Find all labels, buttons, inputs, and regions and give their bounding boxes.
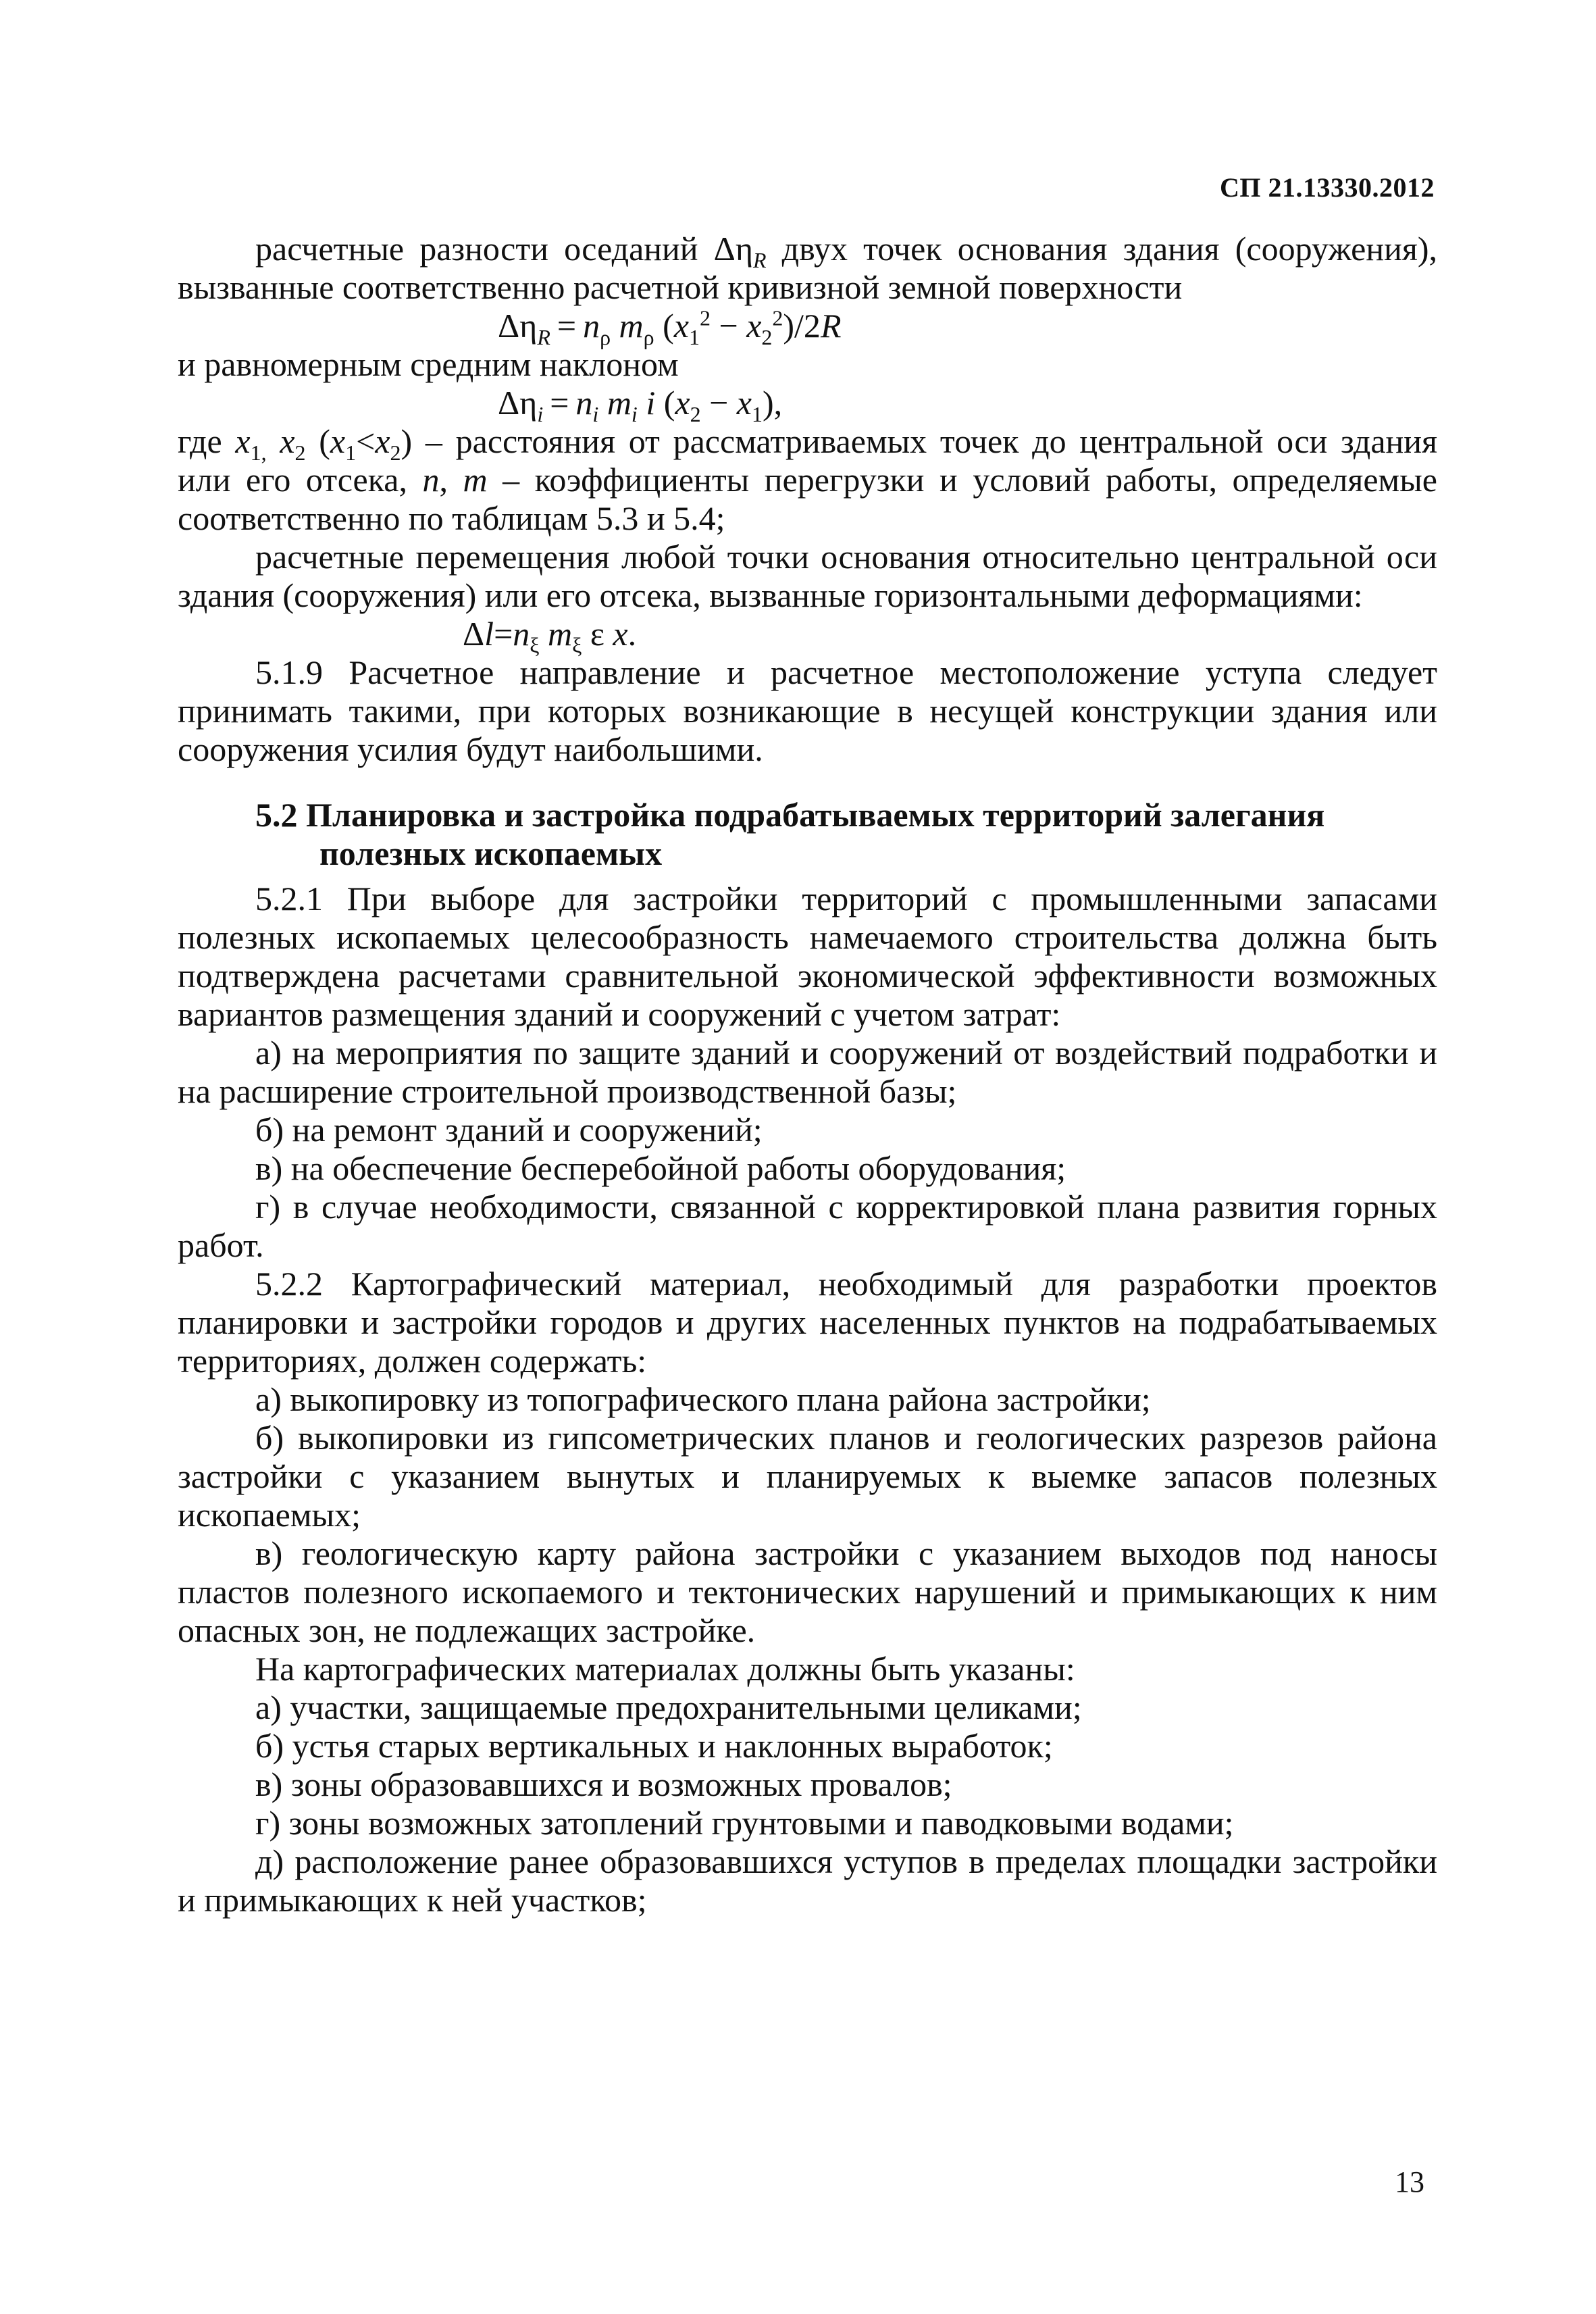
list-item-v: в) зоны образовавшихся и возможных провалов; <box>255 1765 952 1803</box>
paragraph-text: – расстояния от рассматриваемых точек до центральной оси здания или его отсека, <box>178 422 1438 499</box>
paragraph-5-1-9: 5.1.9 Расчетное направление и расчетное местоположение уступа следует принимать такими, при которых возникающие в несущей конструкции здания или сооружения усилия будут наибольшими. <box>178 653 1437 768</box>
list-item-b: б) на ремонт зданий и сооружений; <box>255 1111 763 1149</box>
heading-line-1: 5.2 Планировка и застройка подрабатываемых территорий залегания <box>255 796 1325 834</box>
document-body <box>178 230 1437 1919</box>
paragraph-settlement-differences <box>178 230 1437 307</box>
paragraph-5-2-1: 5.2.1 При выборе для застройки территорий с промышленными запасами полезных ископаемых целесообразность намечаемого строительства должна быть подтверждена расчетами сравнительной экономической эффективности возможных вариантов размещения зданий и сооружений с учетом затрат: <box>178 880 1437 1033</box>
inline-symbol: x <box>235 422 251 460</box>
list-item-a: а) выкопировку из топографического плана района застройки; <box>255 1380 1151 1418</box>
paragraph-where-definitions: где $x_{1,}$ $x_2$ $(x_1<x_2)$ – расстояния от рассматриваемых точек до центральной оси здания или его отсека, n, m – коэффициенты перегрузки и условий работы, определяемые соответственно по таблицам 5.3 и 5.4; <box>178 422 1438 537</box>
list-item-b: б) устья старых вертикальных и наклонных выработок; <box>255 1727 1053 1765</box>
list-item-v: в) геологическую карту района застройки с указанием выходов под наносы пластов полезного ископаемого и тектонических нарушений и примыкающих к ним опасных зон, не подлежащих застройке. <box>178 1534 1437 1649</box>
paragraph-5-2-2: 5.2.2 Картографический материал, необходимый для разработки проектов планировки и застройки городов и других населенных пунктов на подрабатываемых территориях, должен содержать: <box>178 1265 1437 1380</box>
page-number: 13 <box>1395 2165 1424 2198</box>
heading-line-2: полезных ископаемых <box>319 834 663 872</box>
paragraph-text: – коэффициенты перегрузки и условий работы, определяемые соответственно по таблицам 5.3 и 5.4; <box>178 461 1437 537</box>
list-item-g: г) зоны возможных затоплений грунтовыми и паводковыми водами; <box>255 1804 1234 1842</box>
list-item-a: а) на мероприятия по защите зданий и сооружений от воздействий подработки и на расширение строительной производственной базы; <box>178 1034 1437 1110</box>
list-item-a: а) участки, защищаемые предохранительными целиками; <box>255 1688 1082 1726</box>
formula-displacement: $\Delta l=n_\xi$ $m_\xi$ ε x. <box>463 615 637 657</box>
list-item-g: г) в случае необходимости, связанной с корректировкой плана развития горных работ. <box>178 1188 1437 1264</box>
paragraph-text: расчетные разности оседаний <box>255 230 698 268</box>
document-code-header: СП 21.13330.2012 <box>1220 172 1435 203</box>
paragraph-text: где <box>178 422 222 460</box>
paragraph-text: двух точек основания здания (сооружения), вызванные соответственно расчетной кривизной земной поверхности <box>178 230 1438 306</box>
list-item-v: в) на обеспечение бесперебойной работы оборудования; <box>255 1149 1066 1187</box>
section-heading-5-2 <box>178 796 1437 873</box>
formula-tilt: $\Delta\eta_i = n_i$ $m_i$ i $(x_2 - x_1)$, <box>498 384 783 426</box>
formula-curvature: $\Delta\eta_R = n_\rho$ $m_\rho$ $(x_1^2 - x_2^2)/2R$ <box>498 305 842 349</box>
list-item-b: б) выкопировки из гипсометрических планов и геологических разрезов района застройки с указанием вынутых и планируемых к выемке запасов полезных ископаемых; <box>178 1419 1437 1534</box>
paragraph-displacements: расчетные перемещения любой точки основания относительно центральной оси здания (сооружения) или его отсека, вызванные горизонтальными деформациями: <box>178 538 1437 614</box>
inline-symbol: $\Delta\eta_R$ <box>713 230 767 272</box>
paragraph-map-materials: На картографических материалах должны быть указаны: <box>255 1650 1075 1688</box>
list-item-d: д) расположение ранее образовавшихся уступов в пределах площадки застройки и примыкающих к ней участков; <box>178 1842 1437 1919</box>
paragraph-uniform-tilt: и равномерным средним наклоном <box>178 345 679 383</box>
